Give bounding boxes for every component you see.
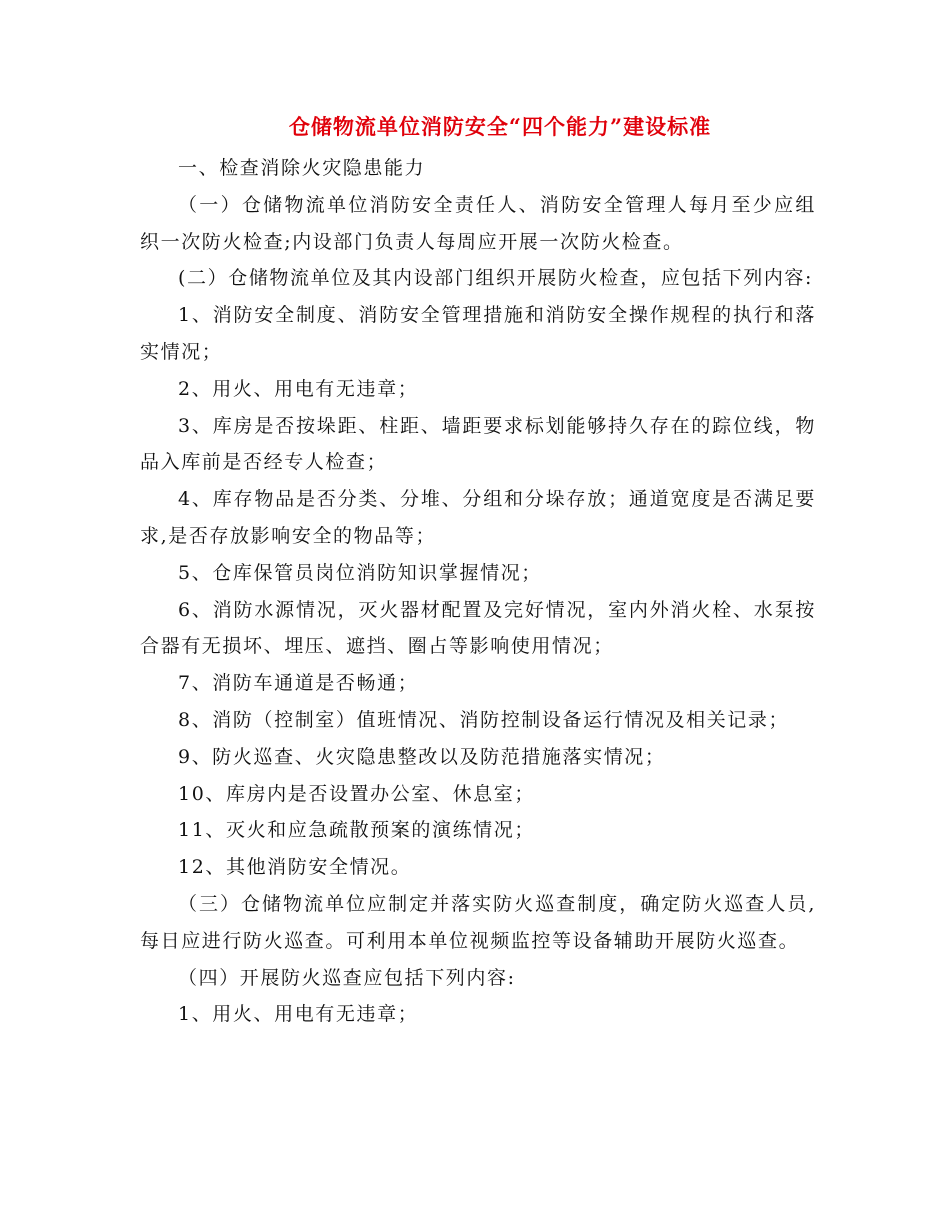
list-item: 12、其他消防安全情况。 [178, 856, 412, 879]
paragraph: （三）仓储物流单位应制定并落实防火巡查制度，确定防火巡查人员,每日应进行防火巡查。可利用本单位视频监控等设备辅助开展防火巡查。 [140, 892, 816, 952]
list-item: 8、消防（控制室）值班情况、消防控制设备运行情况及相关记录； [178, 708, 790, 731]
list-item: 10、库房内是否设置办公室、休息室； [178, 782, 535, 805]
paragraph: （四）开展防火巡查应包括下列内容: [178, 966, 516, 989]
list-item: 9、防火巡查、火灾隐患整改以及防范措施落实情况； [178, 745, 666, 768]
list-item: 5、仓库保管员岗位消防知识掌握情况； [178, 561, 542, 584]
list-item: 1、消防安全制度、消防安全管理措施和消防安全操作规程的执行和落实情况； [140, 304, 816, 363]
document-title: 仓储物流单位消防安全“四个能力”建设标准 [288, 114, 712, 139]
list-item: 2、用火、用电有无违章； [178, 377, 419, 400]
list-item: 11、灭火和应急疏散预案的演练情况； [178, 819, 535, 842]
paragraph: （一）仓储物流单位消防安全责任人、消防安全管理人每月至少应组织一次防火检查;内设部门负责人每周应开展一次防火检查。 [140, 193, 816, 253]
list-item: 4、库存物品是否分类、分堆、分组和分垛存放；通道宽度是否满足要求,是否存放影响安全的物品等； [140, 488, 816, 547]
section-heading-1: 一、检查消除火灾隐患能力 [178, 157, 426, 179]
list-item: 3、库房是否按垛距、柱距、墙距要求标划能够持久存在的踪位线，物品入库前是否经专人检查； [140, 414, 816, 474]
document-body [140, 150, 816, 1033]
paragraph: (二）仓储物流单位及其内设部门组织开展防火检查，应包括下列内容: [178, 267, 814, 290]
list-item: 6、消防水源情况，灭火器材配置及完好情况，室内外消火栓、水泵按合器有无损坏、埋压、遮挡、圈占等影响使用情况； [140, 598, 816, 658]
list-item: 7、消防车通道是否畅通； [178, 672, 419, 695]
list-item: 1、用火、用电有无违章； [178, 1003, 419, 1026]
